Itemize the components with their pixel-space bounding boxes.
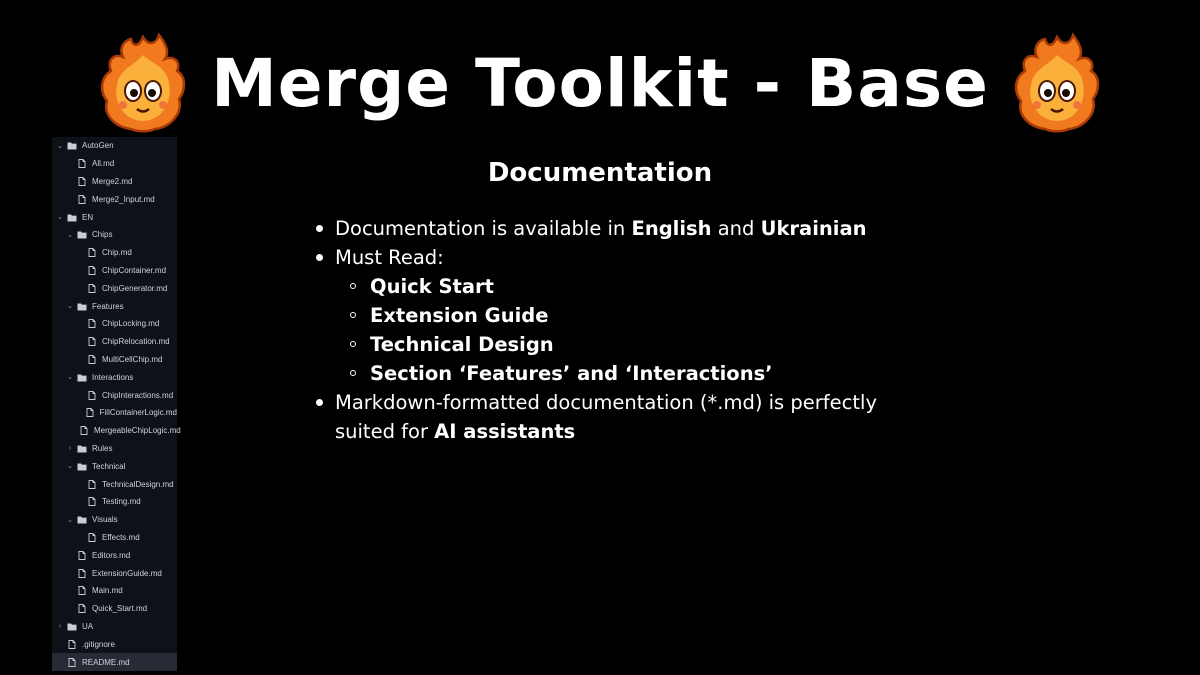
- must-read-label: Must Read:: [335, 246, 444, 269]
- tree-file[interactable]: [52, 475, 177, 493]
- folder-icon: [67, 213, 77, 222]
- file-icon: [85, 408, 95, 417]
- tree-folder[interactable]: [52, 137, 177, 155]
- file-icon: [67, 640, 77, 649]
- must-read-item-features-interactions: [312, 359, 932, 388]
- list-item-languages: [312, 214, 932, 243]
- must-read-item-quick-start: [312, 272, 932, 301]
- tree-item-label: Effects.md: [102, 532, 140, 542]
- tree-folder[interactable]: [52, 618, 177, 636]
- folder-icon: [77, 515, 87, 524]
- bullet-icon: [316, 399, 323, 406]
- folder-icon: [77, 462, 87, 471]
- tree-item-label: README.md: [82, 657, 130, 667]
- list-item-markdown: [312, 388, 932, 446]
- fire-mascot-icon: [1011, 33, 1103, 133]
- tree-folder[interactable]: [52, 368, 177, 386]
- tree-item-label: Interactions: [92, 372, 134, 382]
- file-icon: [87, 480, 97, 489]
- file-icon: [79, 426, 89, 435]
- tree-item-label: ChipInteractions.md: [102, 390, 174, 400]
- tree-item-label: ChipContainer.md: [102, 265, 167, 275]
- tree-item-label: Chip.md: [102, 248, 132, 258]
- tree-file[interactable]: [52, 190, 177, 208]
- tree-item-label: ChipGenerator.md: [102, 283, 168, 293]
- tree-file[interactable]: [52, 582, 177, 600]
- circle-bullet-icon: [350, 283, 356, 289]
- list-text: and: [711, 217, 761, 240]
- file-icon: [77, 551, 87, 560]
- file-icon: [77, 586, 87, 595]
- tree-folder[interactable]: [52, 440, 177, 458]
- tree-file[interactable]: [52, 333, 177, 351]
- chevron-right-icon[interactable]: ›: [68, 444, 72, 452]
- must-read-item-extension-guide: [312, 301, 932, 330]
- file-icon: [77, 195, 87, 204]
- tree-item-label: All.md: [92, 159, 115, 169]
- file-icon: [87, 497, 97, 506]
- tree-item-label: Editors.md: [92, 550, 131, 560]
- page-title: Merge Toolkit - Base: [211, 44, 989, 122]
- tree-item-label: Quick_Start.md: [92, 604, 148, 614]
- tree-file[interactable]: [52, 404, 177, 422]
- folder-icon: [77, 302, 87, 311]
- folder-icon: [77, 230, 87, 239]
- tree-item-label: TechnicalDesign.md: [102, 479, 174, 489]
- tree-file[interactable]: [52, 262, 177, 280]
- file-icon: [87, 533, 97, 542]
- tree-item-label: UA: [82, 621, 94, 631]
- file-icon: [77, 569, 87, 578]
- chevron-down-icon[interactable]: ⌄: [57, 214, 63, 222]
- tree-item-label: FillContainerLogic.md: [99, 408, 177, 418]
- tree-item-label: ChipRelocation.md: [102, 337, 170, 347]
- tree-file[interactable]: [52, 422, 181, 440]
- tree-item-label: ExtensionGuide.md: [92, 568, 162, 578]
- subitem-label: Technical Design: [370, 333, 554, 356]
- language-english: English: [631, 217, 712, 240]
- subitem-label: Quick Start: [370, 275, 494, 298]
- tree-file[interactable]: [52, 351, 177, 369]
- file-icon: [87, 337, 97, 346]
- tree-folder[interactable]: [52, 297, 177, 315]
- tree-item-label: AutoGen: [82, 141, 114, 151]
- circle-bullet-icon: [350, 312, 356, 318]
- folder-icon: [67, 622, 77, 631]
- file-icon: [87, 319, 97, 328]
- tree-item-label: Rules: [92, 443, 113, 453]
- ai-assistants-text: AI assistants: [434, 420, 576, 443]
- must-read-item-technical-design: [312, 330, 932, 359]
- chevron-right-icon[interactable]: ›: [58, 622, 62, 630]
- tree-file[interactable]: [52, 600, 177, 618]
- tree-file[interactable]: [52, 493, 177, 511]
- chevron-down-icon[interactable]: ⌄: [67, 463, 73, 471]
- tree-item-label: Technical: [92, 461, 126, 471]
- tree-file[interactable]: [52, 315, 177, 333]
- chevron-down-icon[interactable]: ⌄: [67, 374, 73, 382]
- list-text: Markdown-formatted documentation (*.md) is perfectly suited for: [335, 391, 877, 443]
- file-icon: [87, 284, 97, 293]
- circle-bullet-icon: [350, 370, 356, 376]
- tree-item-label: Visuals: [92, 515, 118, 525]
- documentation-list: [312, 214, 932, 446]
- documentation-heading: Documentation: [487, 158, 713, 188]
- title-banner: [0, 28, 1200, 138]
- folder-icon: [77, 444, 87, 453]
- tree-item-label: Features: [92, 301, 124, 311]
- circle-bullet-icon: [350, 341, 356, 347]
- tree-item-label: Chips: [92, 230, 113, 240]
- bullet-icon: [316, 254, 323, 261]
- chevron-down-icon[interactable]: ⌄: [67, 231, 73, 239]
- bullet-icon: [316, 225, 323, 232]
- subitem-label: Extension Guide: [370, 304, 549, 327]
- tree-item-label: EN: [82, 212, 94, 222]
- tree-folder[interactable]: [52, 226, 177, 244]
- file-icon: [87, 248, 97, 257]
- tree-item-label: Main.md: [92, 586, 123, 596]
- tree-item-label: ChipLocking.md: [102, 319, 160, 329]
- tree-folder[interactable]: [52, 511, 177, 529]
- file-icon: [87, 266, 97, 275]
- file-icon: [87, 391, 97, 400]
- file-icon: [77, 604, 87, 613]
- chevron-down-icon[interactable]: ⌄: [67, 516, 73, 524]
- tree-file[interactable]: [52, 653, 177, 671]
- tree-folder[interactable]: [52, 457, 177, 475]
- file-explorer-tree: [52, 137, 181, 667]
- folder-icon: [77, 373, 87, 382]
- tree-item-label: Merge2.md: [92, 176, 133, 186]
- tree-file[interactable]: [52, 529, 177, 547]
- tree-file[interactable]: [52, 386, 177, 404]
- chevron-down-icon[interactable]: ⌄: [57, 142, 63, 150]
- tree-file[interactable]: [52, 546, 177, 564]
- subitem-label: Section ‘Features’ and ‘Interactions’: [370, 362, 773, 385]
- list-text: Documentation is available in: [335, 217, 632, 240]
- fire-mascot-icon: [97, 33, 189, 133]
- tree-item-label: Merge2_Input.md: [92, 194, 155, 204]
- tree-file[interactable]: [52, 635, 177, 653]
- tree-file[interactable]: [52, 564, 177, 582]
- file-icon: [87, 355, 97, 364]
- file-icon: [67, 658, 77, 667]
- tree-file[interactable]: [52, 244, 177, 262]
- folder-icon: [67, 141, 77, 150]
- language-ukrainian: Ukrainian: [760, 217, 867, 240]
- list-item-must-read: [312, 243, 932, 272]
- tree-file[interactable]: [52, 279, 177, 297]
- chevron-down-icon[interactable]: ⌄: [67, 303, 73, 311]
- tree-item-label: Testing.md: [102, 497, 141, 507]
- tree-item-label: .gitignore: [82, 639, 115, 649]
- tree-item-label: MultiCellChip.md: [102, 354, 163, 364]
- tree-item-label: MergeableChipLogic.md: [94, 426, 181, 436]
- tree-folder[interactable]: [52, 208, 177, 226]
